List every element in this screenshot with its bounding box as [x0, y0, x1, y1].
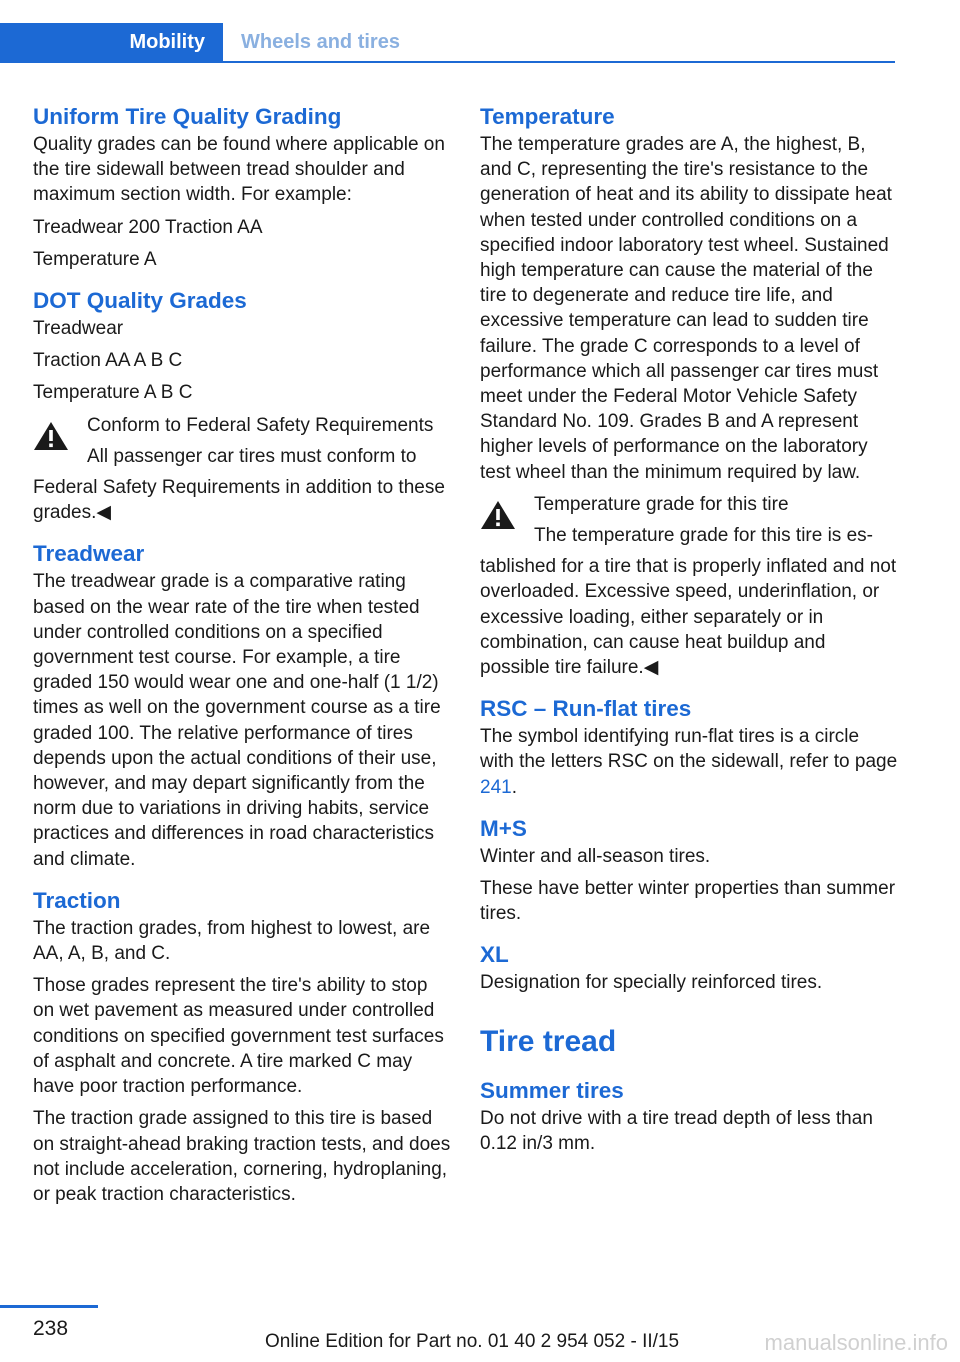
utqg-example-1: Treadwear 200 Traction AA	[33, 216, 263, 238]
temperature-warning-title: Temperature grade for this tire	[534, 493, 789, 515]
utqg-example-2: Temperature A	[33, 248, 157, 270]
ms-text-2: These have better winter properties than summer tires.	[480, 878, 896, 925]
temperature-section	[480, 102, 898, 680]
page-241-link[interactable]: 241	[480, 776, 512, 798]
dot-treadwear: Treadwear	[33, 318, 124, 340]
warning-triangle-icon	[33, 421, 69, 451]
warning-triangle-icon	[480, 500, 516, 530]
rsc-heading: RSC – Run-flat tires	[480, 696, 692, 722]
dot-heading: DOT Quality Grades	[33, 288, 247, 314]
summer-tires-heading: Summer tires	[480, 1077, 624, 1103]
page-header	[0, 23, 895, 63]
utqg-text: Quality grades can be found where applicable on the tire sidewall between tread shoulder and maximum section width. For example:	[33, 134, 445, 206]
traction-heading: Traction	[33, 887, 121, 913]
temperature-warning-text: tablished for a tire that is properly inflated and not overloaded. Excessive speed, underinflation, or excessive loading, either separately or in combination, can cause heat buildup and possible tire failure.◀	[480, 556, 897, 679]
ms-text-1: Winter and all-season tires.	[480, 845, 711, 867]
dot-temperature: Temperature A B C	[33, 382, 193, 404]
summer-tires-text: Do not drive with a tire tread depth of less than 0.12 in/3 mm.	[480, 1107, 873, 1154]
traction-text-1: The traction grades, from highest to lowest, are AA, A, B, and C.	[33, 917, 431, 965]
edition-text: Online Edition for Part no. 01 40 2 954 052 - II/15	[265, 1331, 680, 1352]
ms-section	[480, 814, 898, 927]
tire-tread-heading: Tire tread	[480, 1024, 617, 1058]
xl-heading: XL	[480, 942, 509, 968]
temperature-warning-line1: The temperature grade for this tire is es-	[534, 525, 873, 547]
federal-warning-title: Conform to Federal Safety Requirements	[87, 414, 434, 436]
xl-section	[480, 940, 898, 995]
temperature-warning	[480, 492, 898, 680]
traction-text-2: Those grades represent the tire's ability to stop on wet pavement as measured under controlled conditions on specified government test surfaces of asphalt and concrete. A tire marked C may have poor traction performance.	[33, 975, 444, 1098]
federal-warning-text: Federal Safety Requirements in addition to these grades.◀	[33, 477, 445, 524]
treadwear-text: The treadwear grade is a comparative rating based on the wear rate of the tire when tested under controlled conditions on a specified government test course. For example, a tire graded 150 would wear one and one-half (1 1/2) times as well on the government course as a tire graded 100. The relative performance of tires depends upon the actual conditions of their use, however, and may depart significantly from the norm due to variations in driving habits, service practices and differences in road characteristics and climate.	[33, 571, 441, 870]
utqg-section	[33, 102, 451, 272]
rsc-section	[480, 694, 898, 800]
ms-heading: M+S	[480, 815, 527, 841]
page-number: 238	[33, 1317, 69, 1340]
footer-accent-line	[0, 1305, 98, 1308]
rsc-text-before: The symbol identifying run-flat tires is a circle with the letters RSC on the sidewall, refer to page	[480, 726, 898, 773]
dot-section	[33, 286, 451, 525]
tire-tread-section	[480, 1022, 898, 1156]
temperature-text: The temperature grades are A, the highest, B, and C, representing the tire's resistance to the generation of heat and its ability to dissipate heat when tested under controlled conditions on a specified indoor laboratory test wheel. Sustained high temperature can cause the material of the tire to degenerate and reduce tire life, and excessive temperature can lead to sudden tire failure. The grade C corresponds to a level of performance which all passenger car tires must meet under the Federal Motor Vehicle Safety Standard No. 109. Grades B and A represent higher levels of performance on the laboratory test wheel than the minimum required by law.	[480, 134, 892, 483]
treadwear-section	[33, 539, 451, 871]
utqg-heading: Uniform Tire Quality Grading	[33, 104, 342, 129]
traction-text-3: The traction grade assigned to this tire is based on straight-ahead braking traction tests, and does not include acceleration, cornering, hydroplaning, or peak traction characteristics.	[33, 1108, 451, 1205]
federal-warning	[33, 413, 451, 526]
header-section-tab: Mobility	[0, 23, 223, 61]
left-column	[33, 102, 451, 1214]
federal-warning-line1: All passenger car tires must conform to	[87, 445, 417, 467]
watermark: manualsonline.info	[764, 1330, 948, 1355]
traction-section	[33, 886, 451, 1207]
right-column	[480, 102, 898, 1163]
temperature-heading: Temperature	[480, 104, 615, 129]
dot-traction: Traction AA A B C	[33, 350, 183, 372]
xl-text: Designation for specially reinforced tires.	[480, 972, 823, 994]
header-subsection-tab: Wheels and tires	[241, 31, 400, 53]
treadwear-heading: Treadwear	[33, 541, 145, 567]
rsc-text	[480, 724, 898, 800]
rsc-text-after: .	[511, 776, 517, 798]
